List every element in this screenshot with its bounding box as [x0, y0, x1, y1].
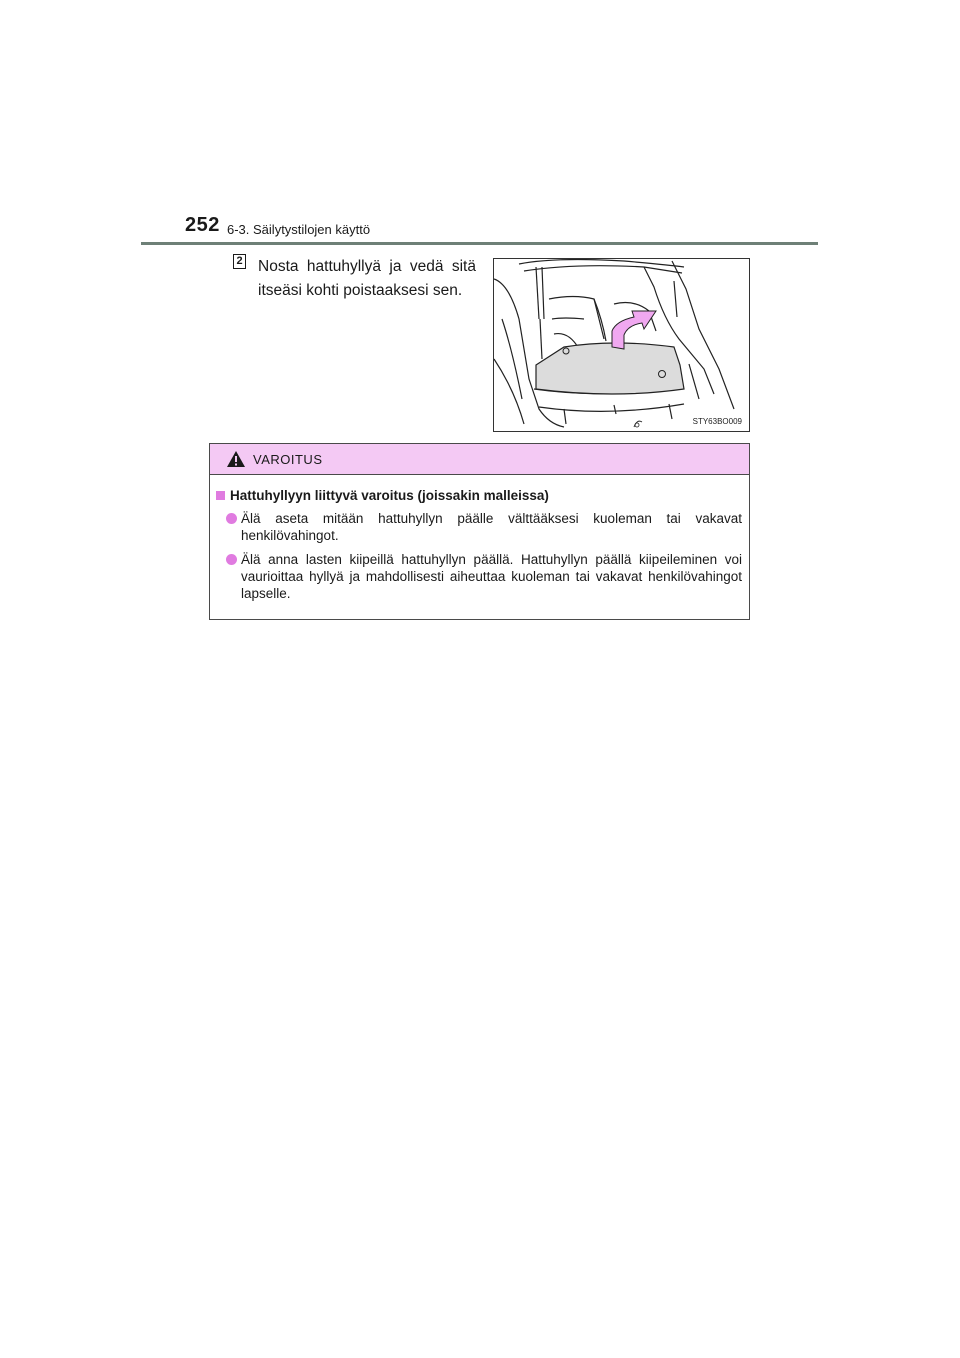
- figure-code: STY63BO009: [692, 417, 742, 426]
- warning-heading-text: Hattuhyllyyn liittyvä varoitus (joissakin malleissa): [230, 488, 549, 503]
- warning-box: [209, 443, 750, 620]
- warning-triangle-icon: [226, 450, 246, 468]
- warning-list: [216, 510, 744, 602]
- square-bullet-icon: [216, 491, 225, 500]
- warning-item-text: Älä aseta mitään hattuhyllyn päälle välttääksesi kuoleman tai vakavat henkilövahingot.: [241, 511, 742, 543]
- warning-heading: [216, 488, 744, 503]
- warning-body: [210, 475, 749, 602]
- page-number: 252: [185, 214, 220, 236]
- section-title: 6-3. Säilytystilojen käyttö: [227, 222, 371, 237]
- car-trunk-removing-tonneau-cover-icon: [494, 259, 749, 431]
- warning-item-text: Älä anna lasten kiipeillä hattuhyllyn päällä. Hattuhyllyn päällä kiipeileminen voi vaurioittaa hyllyä ja mahdollisesti aiheuttaa kuoleman tai vakavat henkilövahingot lapselle.: [241, 552, 742, 601]
- warning-label: VAROITUS: [253, 452, 323, 467]
- list-item: [216, 510, 744, 544]
- bullet-dot-icon: [226, 554, 237, 565]
- trunk-illustration: [493, 258, 750, 432]
- step-instruction: Nosta hattuhyllyä ja vedä sitä itseäsi kohti poistaaksesi sen.: [258, 258, 476, 299]
- step-number-badge: 2: [233, 254, 246, 269]
- header-rule: [141, 242, 818, 245]
- bullet-dot-icon: [226, 513, 237, 524]
- warning-header: [210, 444, 749, 475]
- list-item: [216, 551, 744, 602]
